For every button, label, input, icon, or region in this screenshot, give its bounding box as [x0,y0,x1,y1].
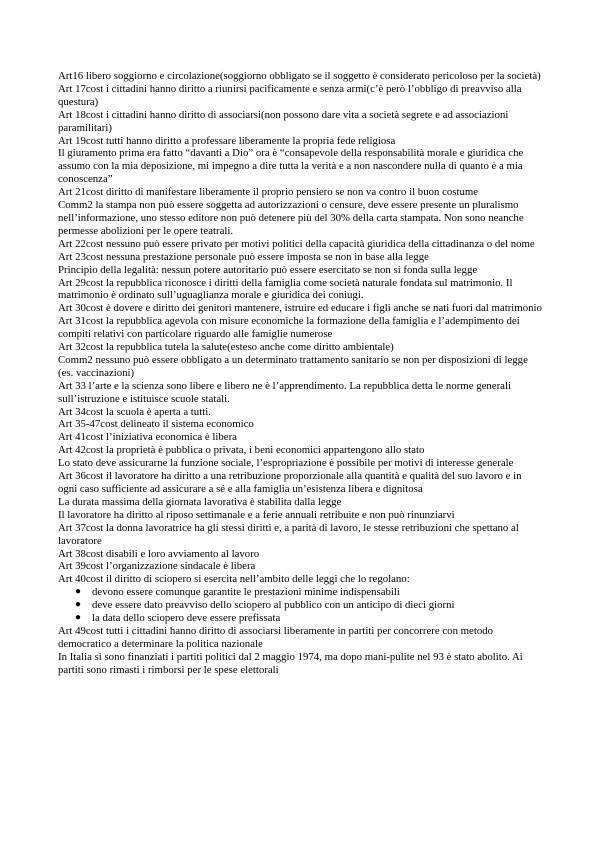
paragraph-art34: Art 34cost la scuola è aperta a tutti. [58,405,211,418]
list-item [58,612,542,625]
paragraph-art35-47: Art 35-47cost delineato il sistema economico [58,418,254,431]
paragraphs-after [58,625,542,677]
bullet-list-sciopero [58,586,542,625]
paragraph-giornata-lavorativa: La durata massima della giornata lavorativa è stabilita dalla legge [58,495,342,508]
bullet-icon: ● [75,586,82,598]
paragraph-art22: Art 22cost nessuno può essere privato per motivi politici della capacità giuridica della cittadinanza o del nome [58,237,535,250]
paragraph-art31: Art 31cost la repubblica agevola con misure economiche la formazione della famiglia e l’adempimento dei compiti relativi con particolare riguardo alle famiglie numerose [58,315,520,341]
paragraph-art49: Art 49cost tutti i cittadini hanno diritto di associarsi liberamente in partiti per concorrere con metodo democratico a determinare la politica nazionale [58,624,494,650]
paragraph-art17: Art 17cost i cittadini hanno diritto a riunirsi pacificamente e senza armi(c’è però l’obbligo di preavviso alla questura) [58,82,522,108]
paragraph-art30: Art 30cost è dovere e diritto dei genitori mantenere, istruire ed educare i figli anche se nati fuori dal matrimonio [58,302,542,315]
bullet-icon: ● [75,599,82,611]
paragraph-art37: Art 37cost la donna lavoratrice ha gli stessi diritti e, a parità di lavoro, le stesse retribuzioni che spettano al lavoratore [58,521,519,547]
paragraph-art38: Art 38cost disabili e loro avviamento al lavoro [58,547,260,560]
document-page [58,70,542,677]
paragraph-art21: Art 21cost diritto di manifestare liberamente il proprio pensiero se non va contro il buon costume [58,186,479,199]
paragraph-art32: Art 32cost la repubblica tutela la salute(esteso anche come diritto ambientale) [58,341,394,354]
paragraph-art16: Art16 libero soggiorno e circolazione(soggiorno obbligato se il soggetto è considerato pericoloso per la società) [58,70,541,82]
paragraph-art18: Art 18cost i cittadini hanno diritto di associarsi(non possono dare vita a società segrete e ad associazioni paramilitari) [58,108,509,134]
paragraph-art39: Art 39cost l’organizzazione sindacale è libera [58,560,256,573]
list-item-text: deve essere dato preavviso dello sciopero al pubblico con un anticipo di dieci giorni [92,599,455,612]
paragraph-art36: Art 36cost il lavoratore ha diritto a una retribuzione proporzionale alla quantità e qualità del suo lavoro e in ogni caso sufficiente ad assicurare a sé e alla famiglia un’esistenza libera e dignitosa [58,470,522,495]
paragraph-art40: Art 40cost il diritto di sciopero si esercita nell’ambito delle leggi che lo regolano: [58,573,410,586]
paragraph-giuramento: Il giuramento prima era fatto “davanti a Dio” ora è “consapevole della responsabilità morale e giuridica che assumo con la mia deposizione, mi impegno a dire tutta la verità e a non nascondere nulla di quanto è a mia conoscenza” [58,147,524,186]
paragraph-art33: Art 33 l’arte e la scienza sono libere e libero ne è l’apprendimento. La repubblica detta le norme generali sull’istruzione e istituisce scuole statali. [58,379,511,405]
paragraph-principio-legalita: Principio della legalità: nessun potere autoritario può essere esercitato se non si fonda sulla legge [58,263,478,276]
paragraphs-before [58,70,542,586]
paragraph-art23: Art 23cost nessuna prestazione personale può essere imposta se non in base alla legge [58,250,429,263]
paragraph-art19: Art 19cost tutti hanno diritto a professare liberamente la propria fede religiosa [58,134,396,147]
list-item-text: la data dello sciopero deve essere prefissata [92,612,281,625]
paragraph-art42: Art 42cost la proprietà è pubblica o privata, i beni economici appartengono allo stato [58,444,425,457]
paragraph-art21-comm2: Comm2 la stampa non può essere soggetta ad autorizzazioni o censure, deve essere presente un pluralismo nell’informazione, uno stesso editore non può detenere più del 30% della carta stampata. Non sono neanche permesse abolizioni per le opere teatrali. [58,199,524,237]
paragraph-art29: Art 29cost la repubblica riconosce i diritti della famiglia come società naturale fondata sul matrimonio. Il matrimonio è ordinato sull’uguaglianza morale e giuridica dei coniugi. [58,276,513,302]
list-item [58,599,542,612]
list-item-text: devono essere comunque garantite le prestazioni minime indispensabili [92,586,400,599]
bullet-icon: ● [75,612,82,624]
paragraph-art41: Art 41cost l’iniziativa economica è libera [58,431,237,444]
list-item [58,586,542,599]
paragraph-funzione-sociale: Lo stato deve assicurarne la funzione sociale, l’espropriazione è possibile per motivi di interesse generale [58,457,514,470]
paragraph-art32-comm2: Comm2 nessuno può essere obbligato a un determinato trattamento sanitario se non per disposizioni di legge (es. vaccinazioni) [58,353,528,379]
paragraph-riposo: Il lavoratore ha diritto al riposo settimanale e a ferie annuali retribuite e non può rinunziarvi [58,508,455,521]
paragraph-finanziamento-partiti: In Italia si sono finanziati i partiti politici dal 2 maggio 1974, ma dopo mani-pulite nel 93 è stato abolito. Ai partiti sono rimasti i rimborsi per le spese elettorali [58,650,523,676]
